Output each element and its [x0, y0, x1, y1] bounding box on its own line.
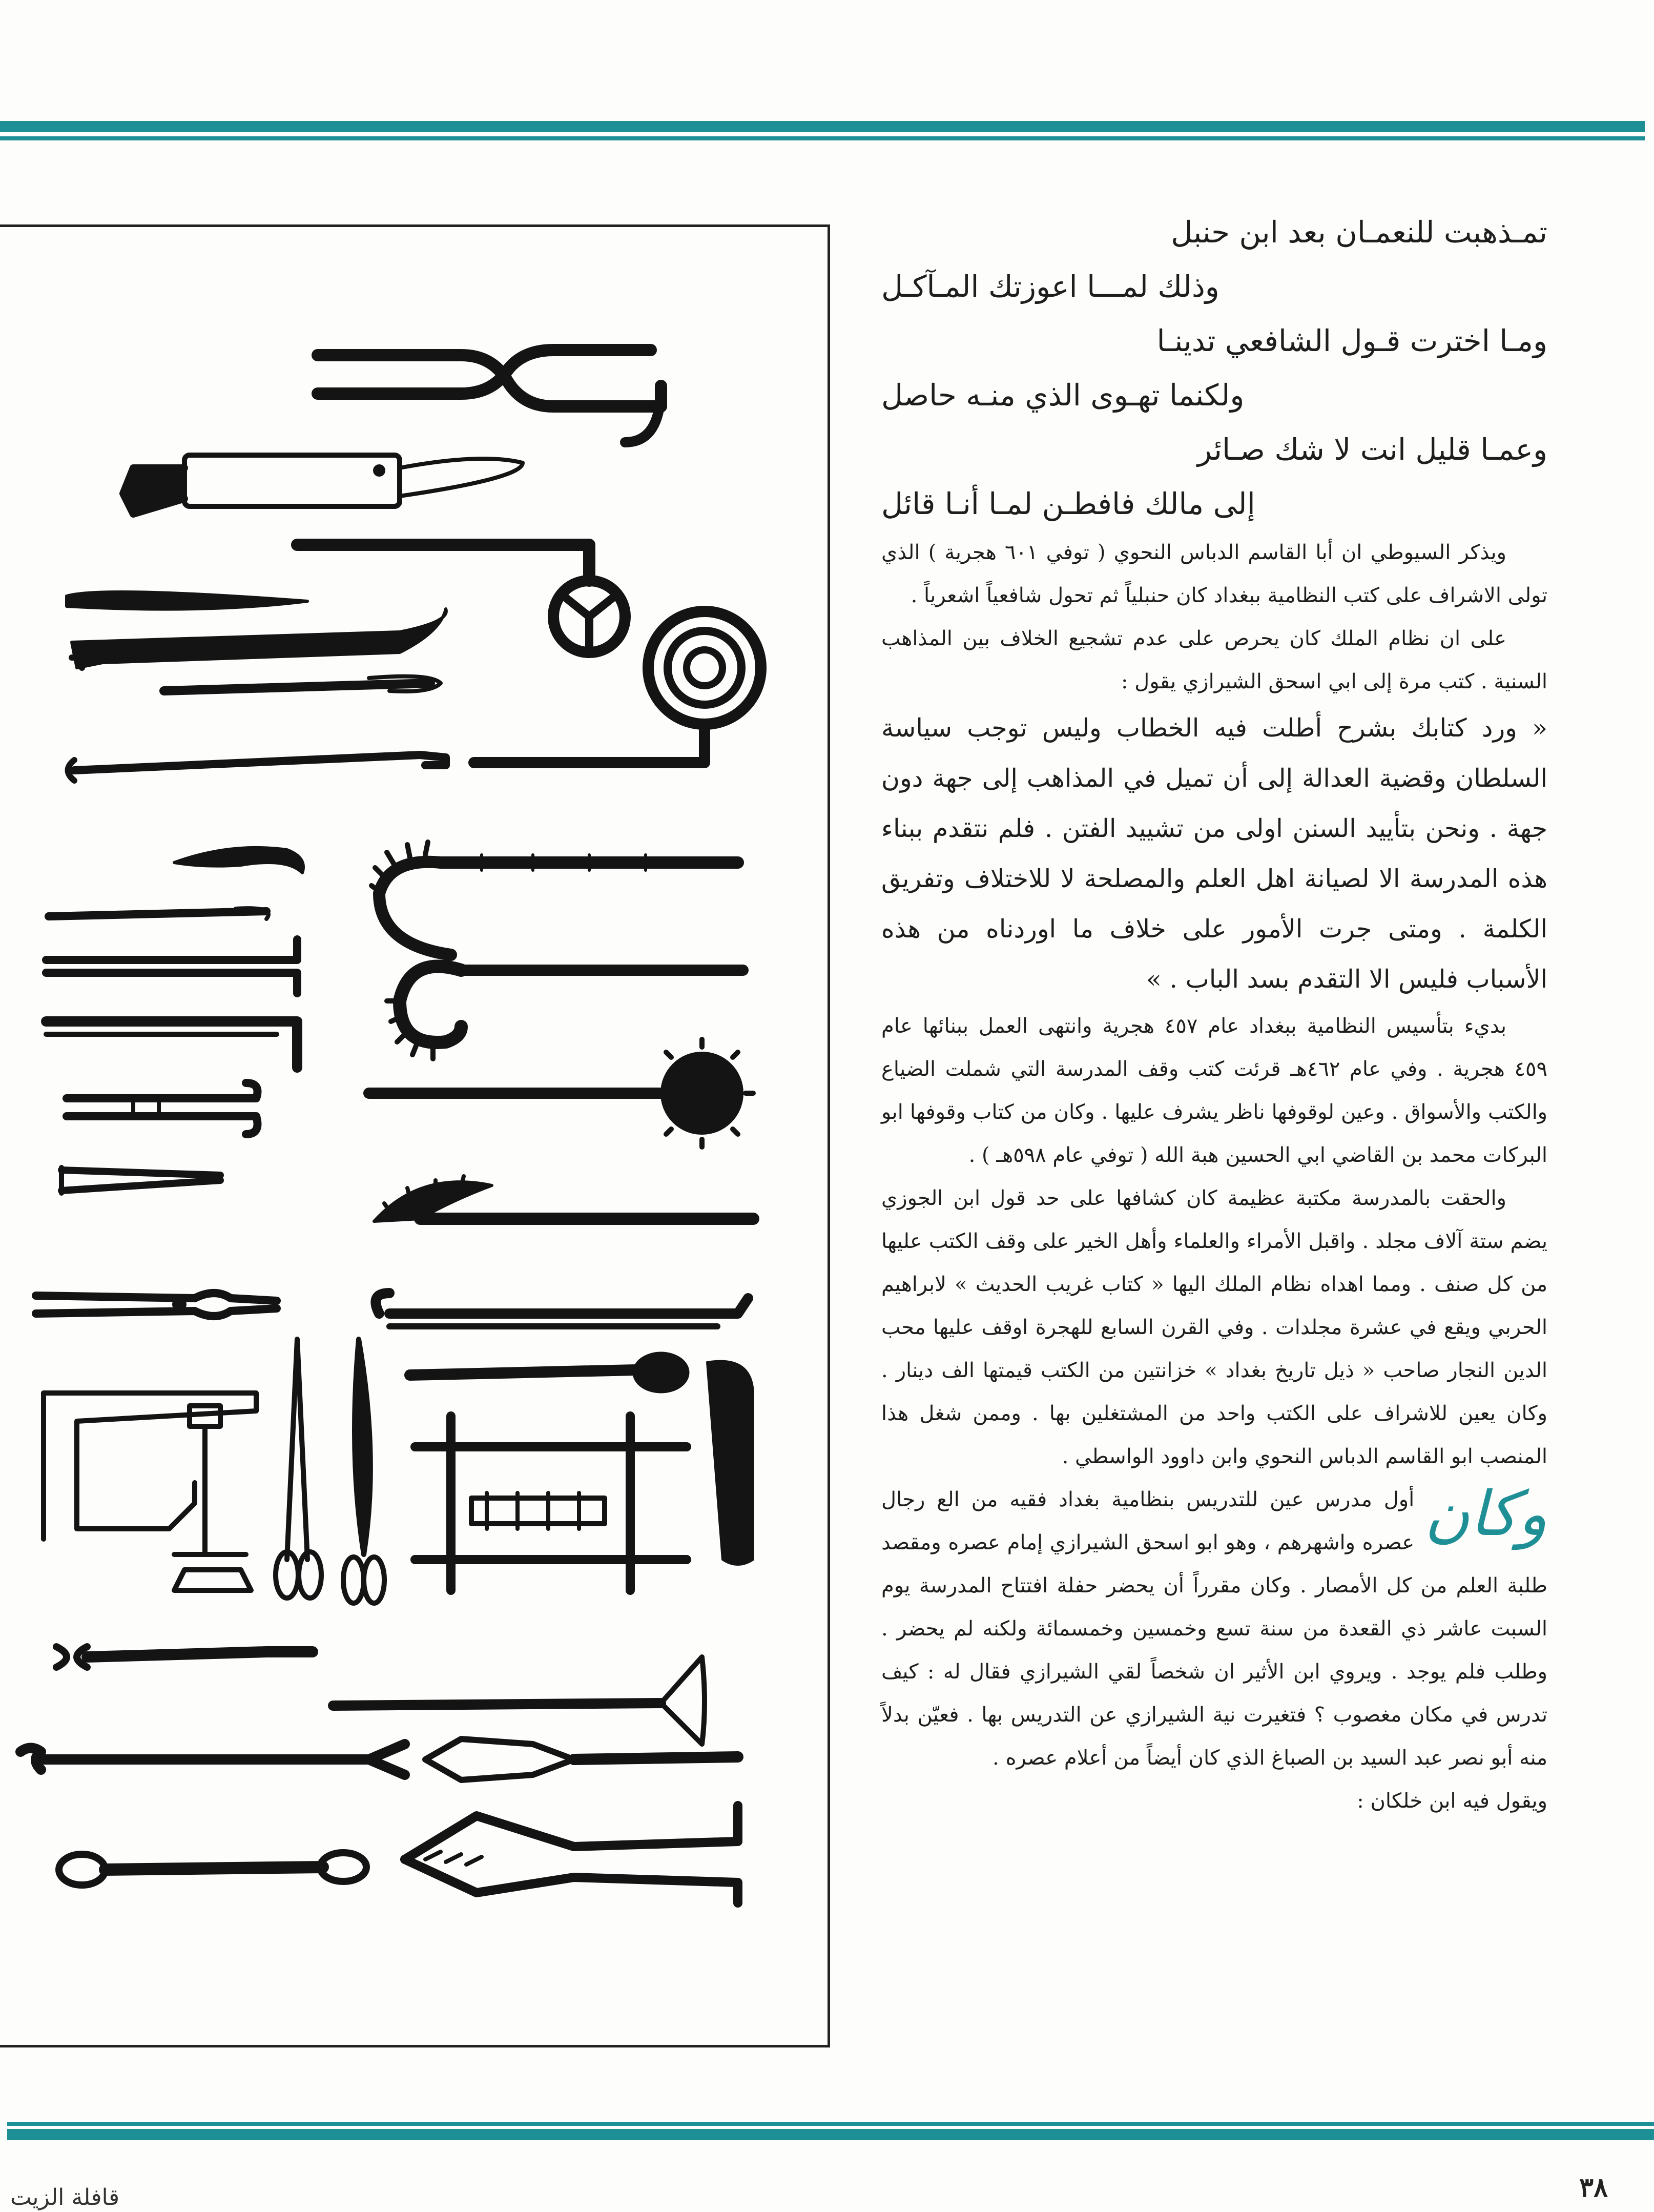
spatula-icon [123, 455, 523, 514]
tweezers-icon [61, 1168, 220, 1193]
blade-icon [72, 609, 446, 668]
instruments-drawing [0, 227, 830, 2050]
curved-knife-icon [174, 848, 303, 873]
paragraph-3: بديء بتأسيس النظامية ببغداد عام ٤٥٧ هجرية وانتهى العمل ببنائها عام ٤٥٩ هجرية . وفي عام ٤٦٢هـ قرئت كتب وقف المدرسة التي شملت الضياع والكتب والأسواق . وعين لوقوفها ناظر يشرف عليها . وكان من كتاب وقوفها ابو البركات محمد بن القاضي ابي الحسين هبة الله ( توفي عام ٥٩٨هـ ) . [881, 1014, 1548, 1167]
paragraph-1: ويذكر السيوطي ان أبا القاسم الدباس النحوي ( توفي ٦٠١ هجرية ) الذي تولى الاشراف على كتب النظامية ببغداد كان حنبلياً ثم تحول شافعياً اشعرياً . [881, 541, 1547, 607]
crescent-saw-icon [374, 1176, 753, 1221]
verse-6: إلى مالك فافطـن لمـا أنـا قائل [881, 486, 1255, 521]
running-footer: قافلة الزيت [10, 2184, 119, 2210]
long-forceps-icon [36, 1293, 277, 1316]
hook-rod-2-icon [376, 1293, 748, 1326]
paragraph-5 [881, 1478, 1547, 1779]
page-number: ٣٨ [1579, 2172, 1608, 2203]
article-text [881, 205, 1547, 2101]
toothed-forceps-icon [405, 1806, 738, 1903]
scalpel-icon [67, 592, 307, 609]
paragraph-2: على ان نظام الملك كان يحرص على عدم تشجيع الخلاف بين المذاهب السنية . كتب مرة إلى ابي اسحق الشيرازي يقول : [881, 627, 1547, 693]
verse-1: تمـذهبت للنعمـان بعد ابن حنبل [1171, 215, 1547, 250]
verse-4: ولكنما تهـوى الذي منـه حاصل [881, 378, 1245, 413]
apparatus-icon [44, 1393, 256, 1590]
paragraph-4: والحقت بالمدرسة مكتبة عظيمة كان كشافها على حد قول ابن الجوزي يضم ستة آلاف مجلد . واقبل الأمراء والعلماء وأهل الخير على وقف الكتب عليها من كل صنف . ومما اهداه نظام الملك اليها « كتاب غريب الحديث » لابراهيم الحربي ويقع في عشرة مجلدات . وفي القرن السابع للهجرة اوقف عليها محب الدين النجار صاحب « ذيل تاريخ بغداد » خزانتين من الكتب قيمتها الف دينار . وكان يعين للاشراف على الكتب واحد من المشتغلين بها . وممن شغل هذا المنصب ابو القاسم الدباس النحوي وابن داوود الواسطي . [881, 1186, 1547, 1468]
surgical-instruments-figure [0, 224, 830, 2047]
probe-icon [164, 677, 441, 691]
probe-small-icon [49, 908, 268, 919]
verse-5: وعمـا قليل انت لا شك صـائر [1197, 432, 1547, 467]
hook-saw-icon [371, 842, 738, 955]
verse-3: ومـا اخترت قـول الشافعي تدينـا [1156, 323, 1547, 358]
bottom-rule-thick [7, 2129, 1654, 2140]
paragraph-6: ويقول فيه ابن خلكان : [1357, 1789, 1547, 1813]
trephine-icon [369, 1039, 753, 1147]
verse-2: وذلك لمـــا اعوزتك المـآكـل [881, 269, 1219, 304]
round-saw-icon [387, 967, 743, 1059]
syringe-icon [56, 1647, 313, 1667]
loop-forceps-icon [59, 1853, 366, 1885]
quadrant-icon [333, 1657, 705, 1744]
diamond-forceps-icon [425, 1739, 738, 1780]
small-forceps-icon [67, 1083, 258, 1134]
forceps-loop-icon [318, 350, 661, 442]
bottom-rule-thin [7, 2122, 1654, 2126]
double-probe-icon [46, 939, 297, 993]
letter-quote: « ورد كتابك بشرح أطلت فيه الخطاب وليس توجب سياسة السلطان وقضية العدالة إلى أن تميل في المذاهب إلى جهة دون جهة . ونحن بتأييد السنن اولى من تشييد الفتن . فلم نتقدم ببناء هذه المدرسة الا لصيانة اهل العلم والمصلحة لا للاختلاف وتفريق الكلمة . ومتى جرت الأمور على خلاف ما اوردناه من هذه الأسباب فليس الا التقدم بسد الباب . » [881, 713, 1547, 994]
paragraph-5-text: أول مدرس عين للتدريس بنظامية بغداد فقيه من الع رجال عصره واشهرهم ، وهو ابو اسحق الشيرازي إمام عصره ومقصد طلبة العلم من كل الأمصار . وكان مقرراً أن يحضر حفلة افتتاح المدرسة يوم السبت عاشر ذي القعدة من سنة تسع وخمسين وخمسمائة ولكنه لم يحضر . وطلب فلم يوجد . ويروي ابن الأثير ان شخصاً لقي الشيرازي فقال له : كيف تدرس في مكان مغصوب ؟ فتغيرت نية الشيرازي عن التدريس بها . فعيّن بدلاً منه أبو نصر عبد السيد بن الصباغ الذي كان أيضاً من أعلام عصره . [881, 1488, 1547, 1770]
cautery-brush-icon [410, 1352, 753, 1565]
dropcap: وكان [1424, 1479, 1547, 1550]
blade-scissors-icon [343, 1339, 384, 1603]
top-rule-thin [0, 136, 1645, 140]
scissors-icon [276, 1339, 321, 1598]
angled-hook-icon [46, 1021, 297, 1068]
hook-rod-icon [68, 755, 446, 781]
top-rule-thick [0, 121, 1645, 132]
forceps-long-icon [20, 1744, 405, 1775]
screw-press-icon [415, 1416, 687, 1590]
